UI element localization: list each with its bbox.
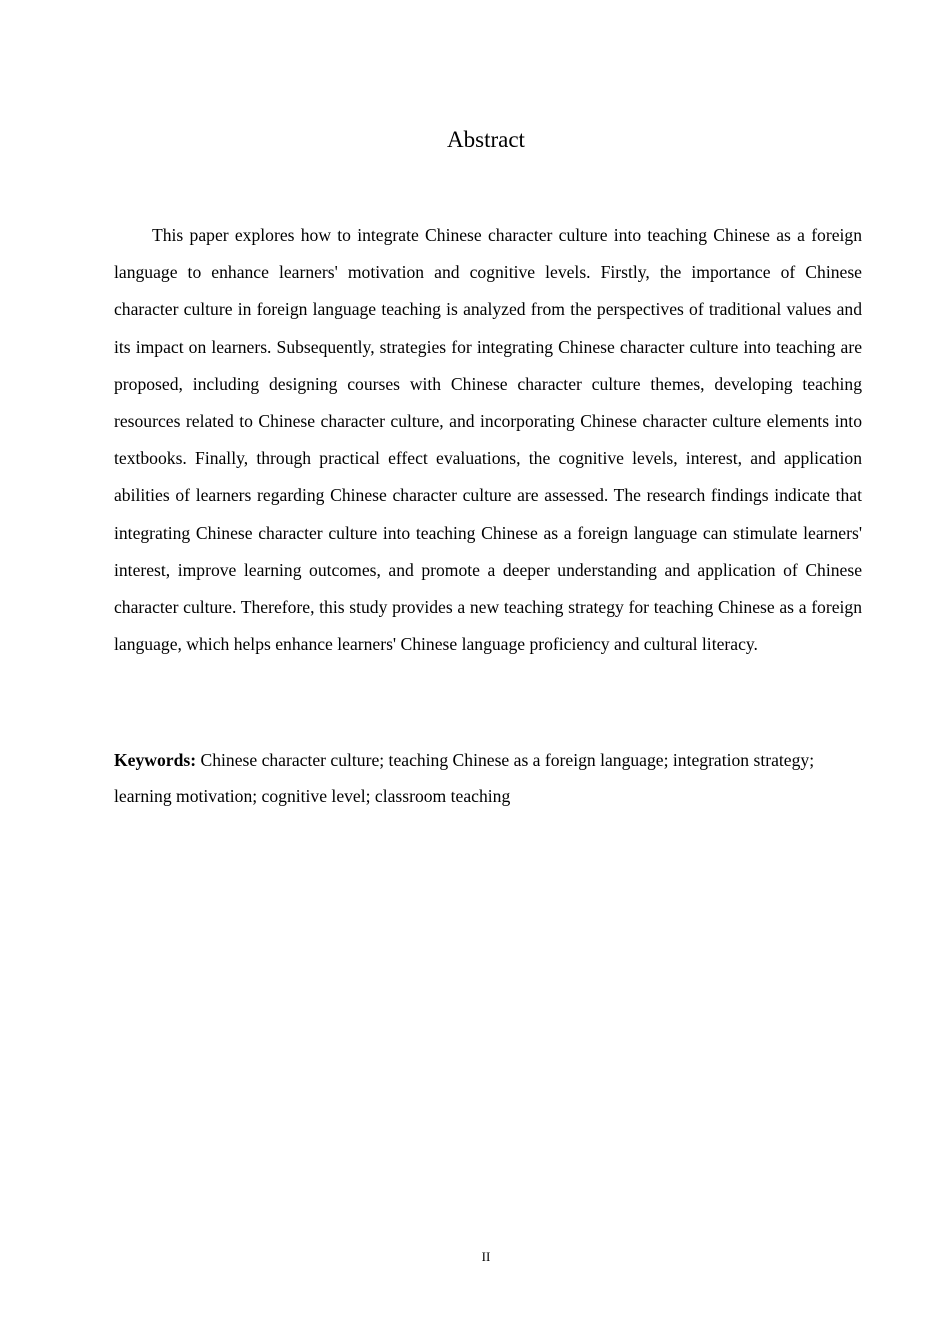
page-number: II — [481, 1249, 491, 1264]
abstract-body: This paper explores how to integrate Chinese character culture into teaching Chinese as a foreign language to enhance learners' motivation and cognitive levels. Firstly, the importance of Chinese character culture in foreign language teaching is analyzed from the perspectives of traditional values and its impact on learners. Subsequently, strategies for integrating Chinese character culture into teaching are proposed, including designing courses with Chinese character culture themes, developing teaching resources related to Chinese character culture, and incorporating Chinese character culture elements into textbooks. Finally, through practical effect evaluations, the cognitive levels, interest, and application abilities of learners regarding Chinese character culture are assessed. The research findings indicate that integrating Chinese character culture into teaching Chinese as a foreign language can stimulate learners' interest, improve learning outcomes, and promote a deeper understanding and application of Chinese character culture. Therefore, this study provides a new teaching strategy for teaching Chinese as a foreign language, which helps enhance learners' Chinese language proficiency and cultural literacy. — [114, 225, 862, 655]
abstract-title: Abstract — [447, 127, 525, 152]
keywords-paragraph — [114, 742, 834, 814]
keywords-text: Chinese character culture; teaching Chinese as a foreign language; integration strategy; learning motivation; cognitive level; classroom teaching — [114, 750, 815, 806]
keywords-label: Keywords: — [114, 750, 197, 770]
